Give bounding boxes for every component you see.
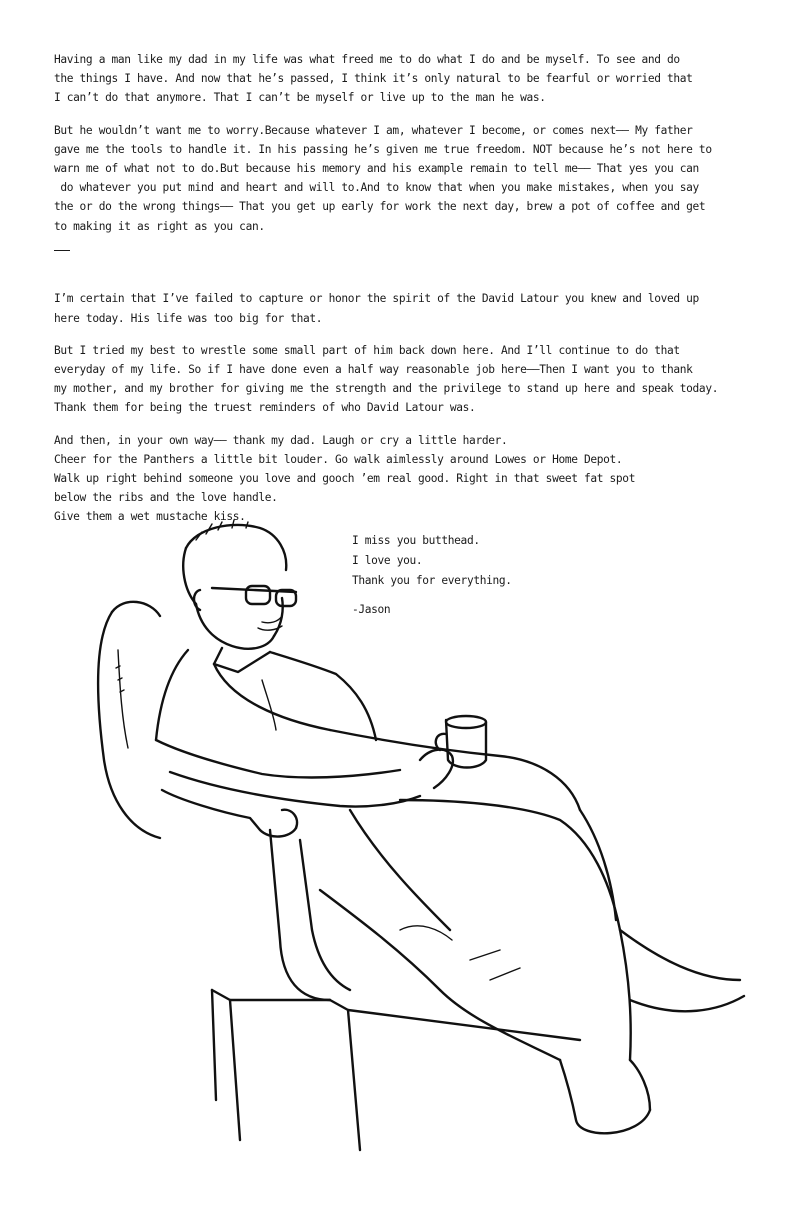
paragraph-1 [54,50,789,108]
signoff-line: I love you. [352,554,423,567]
signoff-line: Thank you for everything. [352,574,512,587]
letter-line: I can’t do that anymore. That I can’t be myself or live up to the man he was. [54,91,546,105]
letter-line: the or do the wrong things—— That you get up early for work the next day, brew a pot of coffee and get [54,200,706,214]
letter-line: Walk up right behind someone you love and gooch ’em real good. Right in that sweet fat spot [54,472,636,486]
letter-line: the things I have. And now that he’s passed, I think it’s only natural to be fearful or worried that [54,72,693,86]
letter-line: do whatever you put mind and heart and will to.And to know that when you make mistakes, when you say [54,181,699,195]
letter-line: Cheer for the Panthers a little bit louder. Go walk aimlessly around Lowes or Home Depot. [54,452,623,466]
letter-line: here today. His life was too big for that. [54,311,323,325]
letter-line: below the ribs and the love handle. [54,491,278,505]
letter-line: everyday of my life. So if I have done even a half way reasonable job here——Then I want you to thank [54,363,693,377]
letter-line: warn me of what not to do.But because his memory and his example remain to tell me—— That yes you can [54,162,699,176]
paragraph-5 [54,431,789,527]
letter-line: Give them a wet mustache kiss. [54,510,246,524]
letter-line: Thank them for being the truest reminders of who David Latour was. [54,401,476,415]
letter-line: my mother, and my brother for giving me the strength and the privilege to stand up here and speak today. [54,382,719,396]
letter-line: But I tried my best to wrestle some small part of him back down here. And I’ll continue to do that [54,343,680,357]
letter-line: And then, in your own way—— thank my dad. Laugh or cry a little harder. [54,433,508,447]
letter-line: But he wouldn’t want me to worry.Because whatever I am, whatever I become, or comes next—— My father [54,123,693,137]
signature: -Jason [352,603,391,616]
letter-body [54,50,789,540]
letter-line: to making it as right as you can. [54,219,265,233]
letter-line: gave me the tools to handle it. In his passing he’s given me true freedom. NOT because he’s not here to [54,142,712,156]
signoff-line: I miss you butthead. [352,534,480,547]
section-separator [54,250,70,252]
letter-line: Having a man like my dad in my life was what freed me to do what I do and be myself. To see and do [54,53,680,66]
paragraph-4 [54,341,789,418]
letter-line: I’m certain that I’ve failed to capture or honor the spirit of the David Latour you knew and loved up [54,292,699,306]
paragraph-2 [54,121,789,236]
paragraph-3 [54,289,789,327]
signoff-note [352,531,512,620]
